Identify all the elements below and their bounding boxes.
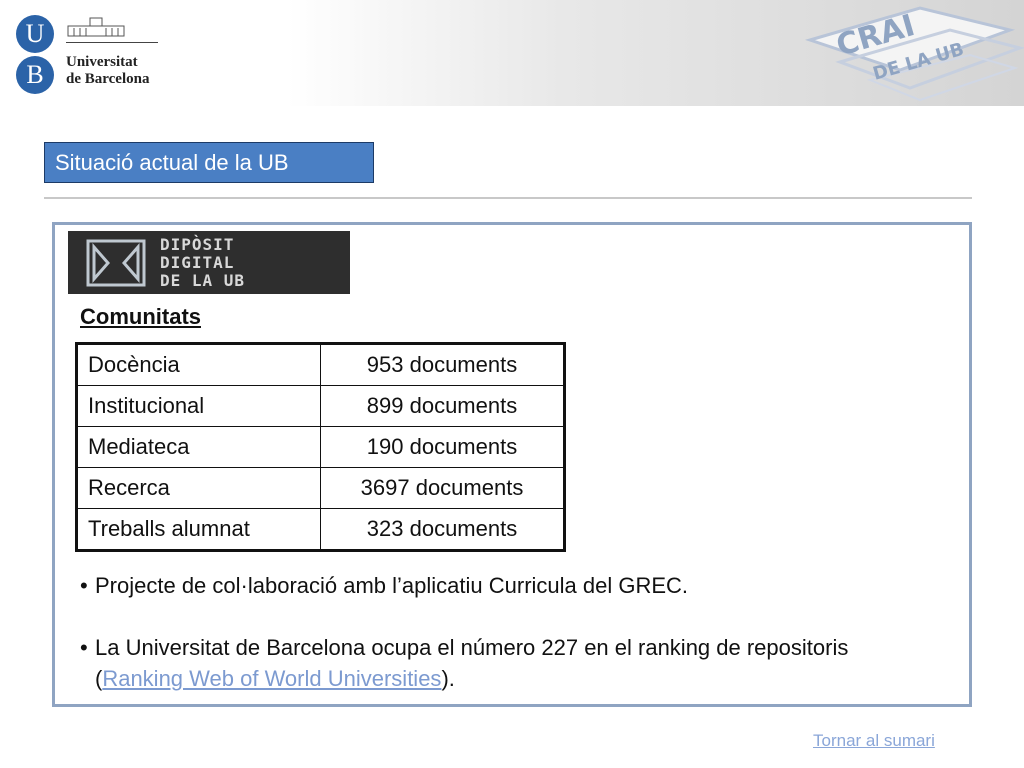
table-row <box>77 509 565 551</box>
bullet-text: Projecte de col·laboració amb l’aplicatiu Curricula del GREC. <box>95 573 689 598</box>
community-count: 190 documents <box>321 427 565 468</box>
community-count: 953 documents <box>321 344 565 386</box>
ranking-link[interactable]: Ranking Web of World Universities <box>102 666 442 691</box>
divider <box>44 197 972 199</box>
bullet-item <box>80 570 940 601</box>
comunitats-heading: Comunitats <box>80 304 201 329</box>
header-banner <box>0 0 1024 106</box>
logo-divider <box>66 42 158 43</box>
table-row <box>77 427 565 468</box>
community-name: Institucional <box>77 386 321 427</box>
diposit-digital-logo <box>68 231 350 294</box>
diposit-digital-text: DIPÒSIT DIGITAL DE LA UB <box>160 235 246 290</box>
ub-logo-b: B <box>16 56 54 94</box>
crai-logo-line2: DE LA UB <box>870 38 967 85</box>
communities-table <box>75 342 566 552</box>
community-count: 899 documents <box>321 386 565 427</box>
community-name: Docència <box>77 344 321 386</box>
community-name: Treballs alumnat <box>77 509 321 551</box>
community-name: Recerca <box>77 468 321 509</box>
community-count: 3697 documents <box>321 468 565 509</box>
crai-logo-line1: CRAI <box>832 8 919 64</box>
table-row <box>77 468 565 509</box>
bullet-icon: • <box>80 635 88 660</box>
section-title: Situació actual de la UB <box>44 142 374 183</box>
crai-logo <box>800 0 1024 106</box>
back-to-summary-link[interactable]: Tornar al sumari <box>813 731 935 750</box>
ub-logo-name: Universitat de Barcelona <box>66 54 150 87</box>
community-count: 323 documents <box>321 509 565 551</box>
bullet-text-suffix: ). <box>441 666 455 691</box>
table-row <box>77 386 565 427</box>
ub-logo-u: U <box>16 15 54 53</box>
bullet-list <box>80 570 940 694</box>
building-icon <box>66 16 126 38</box>
table-row <box>77 344 565 386</box>
bullet-item <box>80 632 940 694</box>
bullet-icon: • <box>80 573 88 598</box>
ub-logo <box>14 12 164 98</box>
bullet-text: La Universitat de Barcelona ocupa el número 227 en el ranking de repositoris ( <box>95 635 849 691</box>
community-name: Mediateca <box>77 427 321 468</box>
dd-mark-icon <box>86 239 146 287</box>
